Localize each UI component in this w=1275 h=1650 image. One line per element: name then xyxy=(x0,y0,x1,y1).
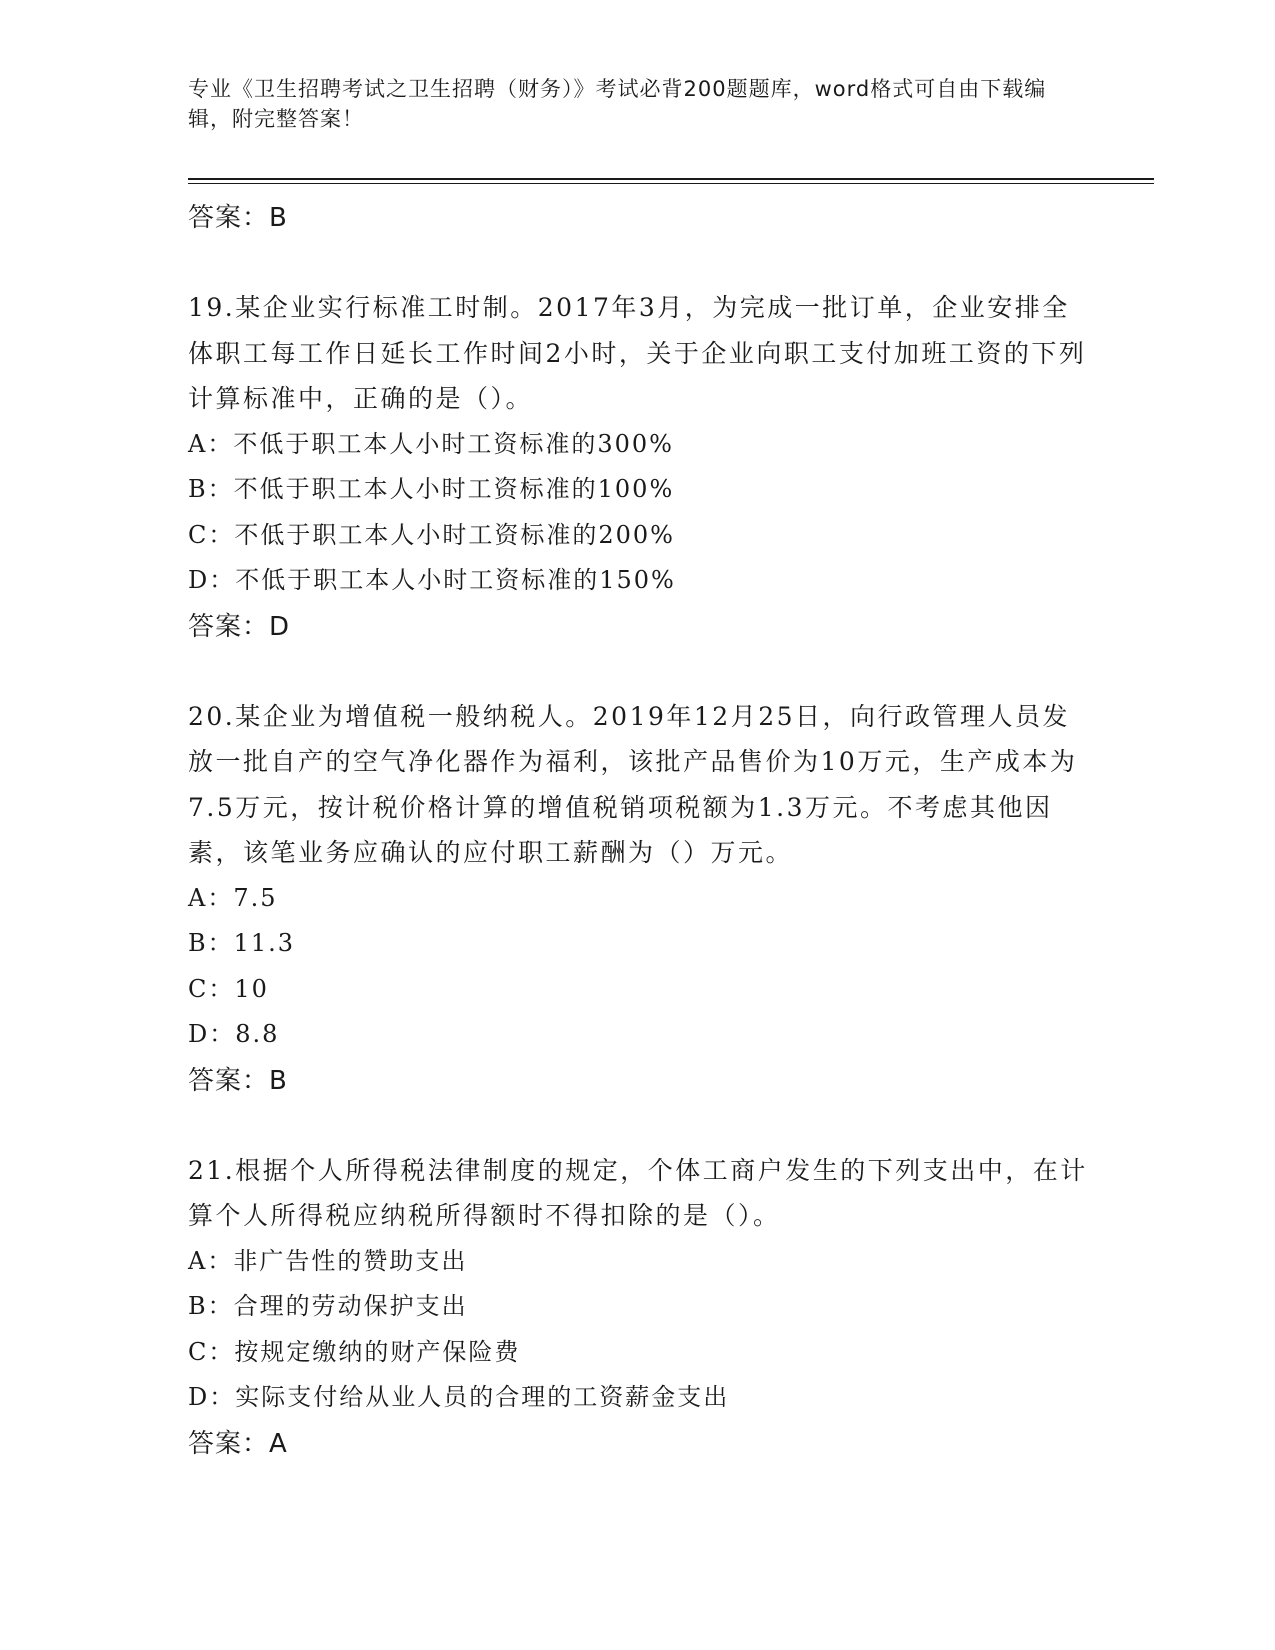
question-list xyxy=(188,195,1088,1467)
question-item xyxy=(188,1148,1088,1467)
option-c: C：不低于职工本人小时工资标准的200% xyxy=(188,520,675,549)
header-rule-thin xyxy=(188,183,1154,184)
answer-line: 答案：B xyxy=(188,203,288,233)
question-stem: 20.某企业为增值税一般纳税人。2019年12月25日，向行政管理人员发放一批自产的空气净化器作为福利，该批产品售价为10万元，生产成本为7.5万元，按计税价格计算的增值税销项税额为1.3万元。不考虑其他因素，该笔业务应确认的应付职工薪酬为（）万元。 xyxy=(188,701,1078,867)
option-d: D：不低于职工本人小时工资标准的150% xyxy=(188,566,676,594)
option-b: B：不低于职工本人小时工资标准的100% xyxy=(188,475,675,503)
option-d: D：实际支付给从业人员的合理的工资薪金支出 xyxy=(188,1383,730,1411)
option-a: A：7.5 xyxy=(188,883,278,912)
option-c: C：10 xyxy=(188,974,269,1003)
option-b: B：11.3 xyxy=(188,929,296,957)
question-stem: 21.根据个人所得税法律制度的规定，个体工商户发生的下列支出中，在计算个人所得税应纳税所得额时不得扣除的是（）。 xyxy=(188,1155,1088,1230)
question-item xyxy=(188,285,1088,650)
document-header: 专业《卫生招聘考试之卫生招聘（财务）》考试必背200题题库，word格式可自由下载编辑，附完整答案！ xyxy=(188,77,1047,131)
option-a: A：非广告性的赞助支出 xyxy=(188,1246,468,1275)
answer-line: 答案：D xyxy=(188,611,291,642)
answer-line: 答案：B xyxy=(188,1065,288,1096)
question-stem: 19.某企业实行标准工时制。2017年3月，为完成一批订单，企业安排全体职工每工作日延长工作时间2小时，关于企业向职工支付加班工资的下列计算标准中，正确的是（）。 xyxy=(188,293,1087,413)
option-c: C：按规定缴纳的财产保险费 xyxy=(188,1337,521,1366)
option-b: B：合理的劳动保护支出 xyxy=(188,1292,468,1320)
option-d: D：8.8 xyxy=(188,1020,280,1048)
question-item xyxy=(188,694,1088,1104)
answer-line: 答案：A xyxy=(188,1428,288,1459)
header-rule-thick xyxy=(188,178,1154,180)
option-a: A：不低于职工本人小时工资标准的300% xyxy=(188,429,674,458)
